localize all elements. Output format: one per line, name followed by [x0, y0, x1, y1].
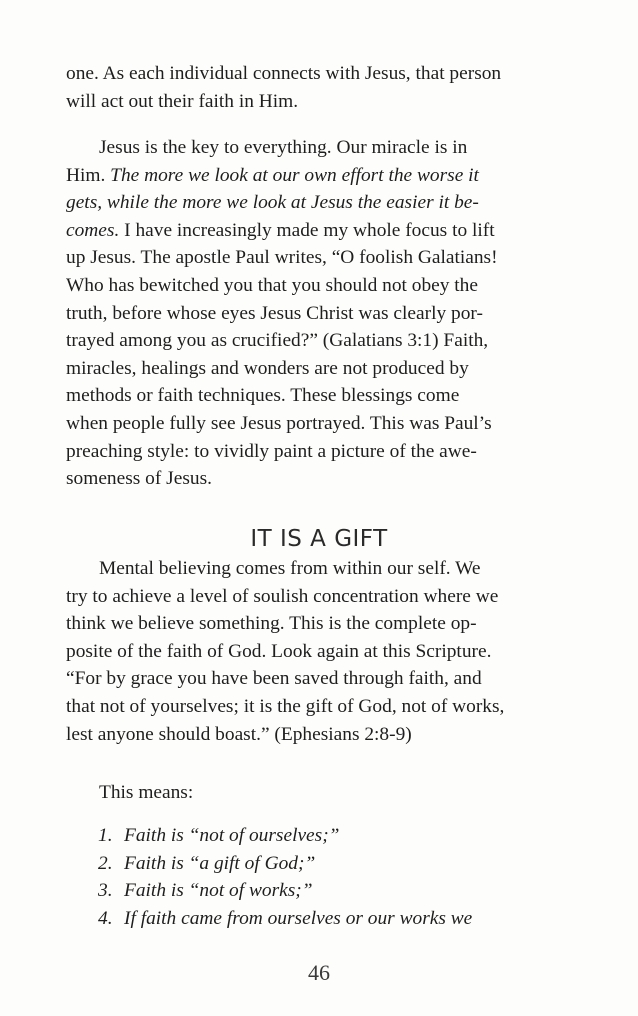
- text-line: This means:: [99, 782, 194, 803]
- text-line: posite of the faith of God. Look again at this Scripture.: [66, 640, 492, 662]
- text-line: Jesus is the key to everything. Our miracle is in: [99, 137, 468, 158]
- text-normal: I have increasingly made my whole focus to lift: [119, 219, 495, 241]
- text-line: miracles, healings and wonders are not produced by: [66, 357, 469, 379]
- list-text: If faith came from ourselves or our works we: [124, 907, 473, 929]
- text-line: [66, 217, 574, 245]
- text-line: think we believe something. This is the complete op-: [66, 613, 477, 635]
- list-item: [98, 850, 568, 878]
- paragraph-2: [66, 134, 574, 493]
- text-line: when people fully see Jesus portrayed. This was Paul’s: [66, 412, 492, 434]
- text-line: someness of Jesus.: [66, 468, 212, 490]
- section-heading: IT IS A GIFT: [250, 526, 388, 552]
- text-line: up Jesus. The apostle Paul writes, “O foolish Galatians!: [66, 247, 498, 269]
- text-italic: comes.: [66, 219, 120, 241]
- paragraph-4: [66, 779, 574, 807]
- paragraph-1: [66, 60, 574, 115]
- list-number: 4.: [98, 907, 113, 929]
- text-line: truth, before whose eyes Jesus Christ was clearly por-: [66, 302, 483, 324]
- page-number: 46: [308, 960, 330, 985]
- list-number: 1.: [98, 825, 113, 846]
- list-text: Faith is “not of ourselves;”: [124, 825, 340, 846]
- text-line: methods or faith techniques. These blessings come: [66, 385, 460, 407]
- text-normal: Him.: [66, 164, 111, 186]
- list-item: [98, 877, 568, 905]
- numbered-list: [98, 822, 568, 932]
- text-line: will act out their faith in Him.: [66, 90, 299, 112]
- paragraph-3: [66, 555, 574, 748]
- text-line: trayed among you as crucified?” (Galatians 3:1) Faith,: [66, 330, 489, 352]
- text-line: that not of yourselves; it is the gift of God, not of works,: [66, 695, 505, 717]
- list-number: 3.: [98, 880, 113, 902]
- text-line-italic: gets, while the more we look at Jesus the easier it be-: [66, 192, 479, 214]
- text-italic: The more we look at our own effort the worse it: [110, 164, 479, 186]
- text-line: [66, 162, 574, 190]
- text-line: “For by grace you have been saved through faith, and: [66, 668, 482, 690]
- text-line: one. As each individual connects with Jesus, that person: [66, 63, 502, 84]
- text-line: preaching style: to vividly paint a picture of the awe-: [66, 440, 477, 462]
- list-item: [98, 822, 568, 850]
- list-text: Faith is “not of works;”: [124, 880, 313, 902]
- list-text: Faith is “a gift of God;”: [124, 852, 316, 874]
- list-number: 2.: [98, 852, 113, 874]
- text-line: Who has bewitched you that you should not obey the: [66, 274, 478, 296]
- text-line: Mental believing comes from within our self. We: [99, 558, 481, 579]
- list-item: [98, 905, 568, 933]
- text-line: lest anyone should boast.” (Ephesians 2:8-9): [66, 723, 412, 745]
- text-line: try to achieve a level of soulish concentration where we: [66, 585, 499, 607]
